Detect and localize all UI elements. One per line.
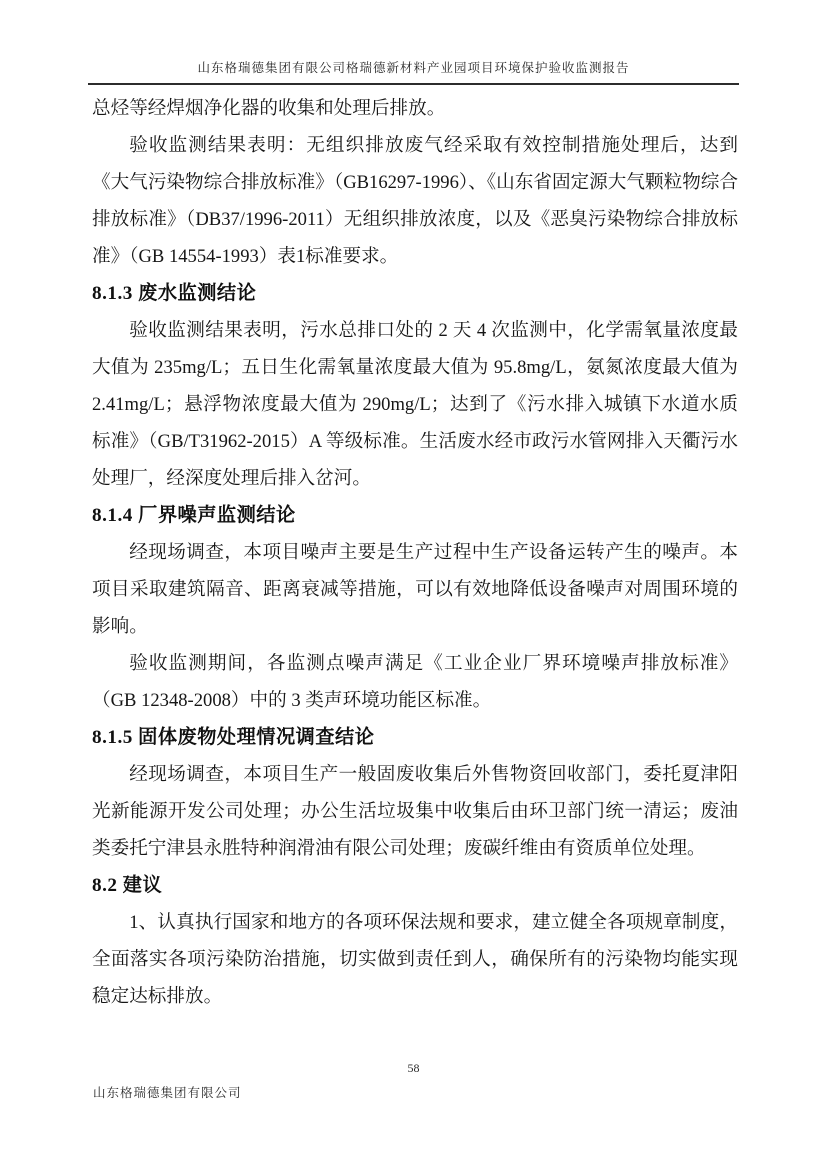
paragraph-noise-source: 经现场调查，本项目噪声主要是生产过程中生产设备运转产生的噪声。本项目采取建筑隔音、距离衰减等措施，可以有效地降低设备噪声对周围环境的影响。	[92, 542, 738, 637]
heading-8-1-5-solid-waste-conclusion: 8.1.5 固体废物处理情况调查结论	[92, 727, 375, 748]
paragraph-continuation: 总烃等经焊烟净化器的收集和处理后排放。	[92, 98, 446, 119]
page-number: 58	[407, 1061, 420, 1075]
paragraph-suggestion-1: 1、认真执行国家和地方的各项环保法规和要求，建立健全各项规章制度，全面落实各项污染防治措施，切实做到责任到人，确保所有的污染物均能实现稳定达标排放。	[92, 912, 738, 1007]
paragraph-noise-standard: 验收监测期间，各监测点噪声满足《工业企业厂界环境噪声排放标准》（GB 12348-2008）中的 3 类声环境功能区标准。	[92, 653, 738, 711]
running-header: 山东格瑞德集团有限公司格瑞德新材料产业园项目环境保护验收监测报告	[88, 58, 739, 85]
paragraph-air-emission-conclusion: 验收监测结果表明：无组织排放废气经采取有效控制措施处理后，达到《大气污染物综合排放标准》（GB16297-1996）、《山东省固定源大气颗粒物综合排放标准》（DB37/1996-2011）无组织排放浓度，以及《恶臭污染物综合排放标准》（GB 14554-1993）表1标准要求。	[92, 135, 738, 267]
paragraph-solid-waste-handling: 经现场调查，本项目生产一般固废收集后外售物资回收部门，委托夏津阳光新能源开发公司处理；办公生活垃圾集中收集后由环卫部门统一清运；废油类委托宁津县永胜特种润滑油有限公司处理；废碳纤维由有资质单位处理。	[92, 764, 738, 859]
footer-company-name: 山东格瑞德集团有限公司	[93, 1086, 242, 1100]
document-body	[92, 90, 738, 1015]
heading-8-1-3-wastewater-conclusion: 8.1.3 废水监测结论	[92, 283, 257, 304]
heading-8-1-4-boundary-noise-conclusion: 8.1.4 厂界噪声监测结论	[92, 505, 296, 526]
paragraph-wastewater-results: 验收监测结果表明，污水总排口处的 2 天 4 次监测中，化学需氧量浓度最大值为 235mg/L；五日生化需氧量浓度最大值为 95.8mg/L，氨氮浓度最大值为 2.41mg/L；悬浮物浓度最大值为 290mg/L；达到了《污水排入城镇下水道水质标准》（GB/T31962-2015）A 等级标准。生活废水经市政污水管网排入天衢污水处理厂，经深度处理后排入岔河。	[92, 320, 738, 489]
heading-8-2-suggestions: 8.2 建议	[92, 875, 163, 896]
